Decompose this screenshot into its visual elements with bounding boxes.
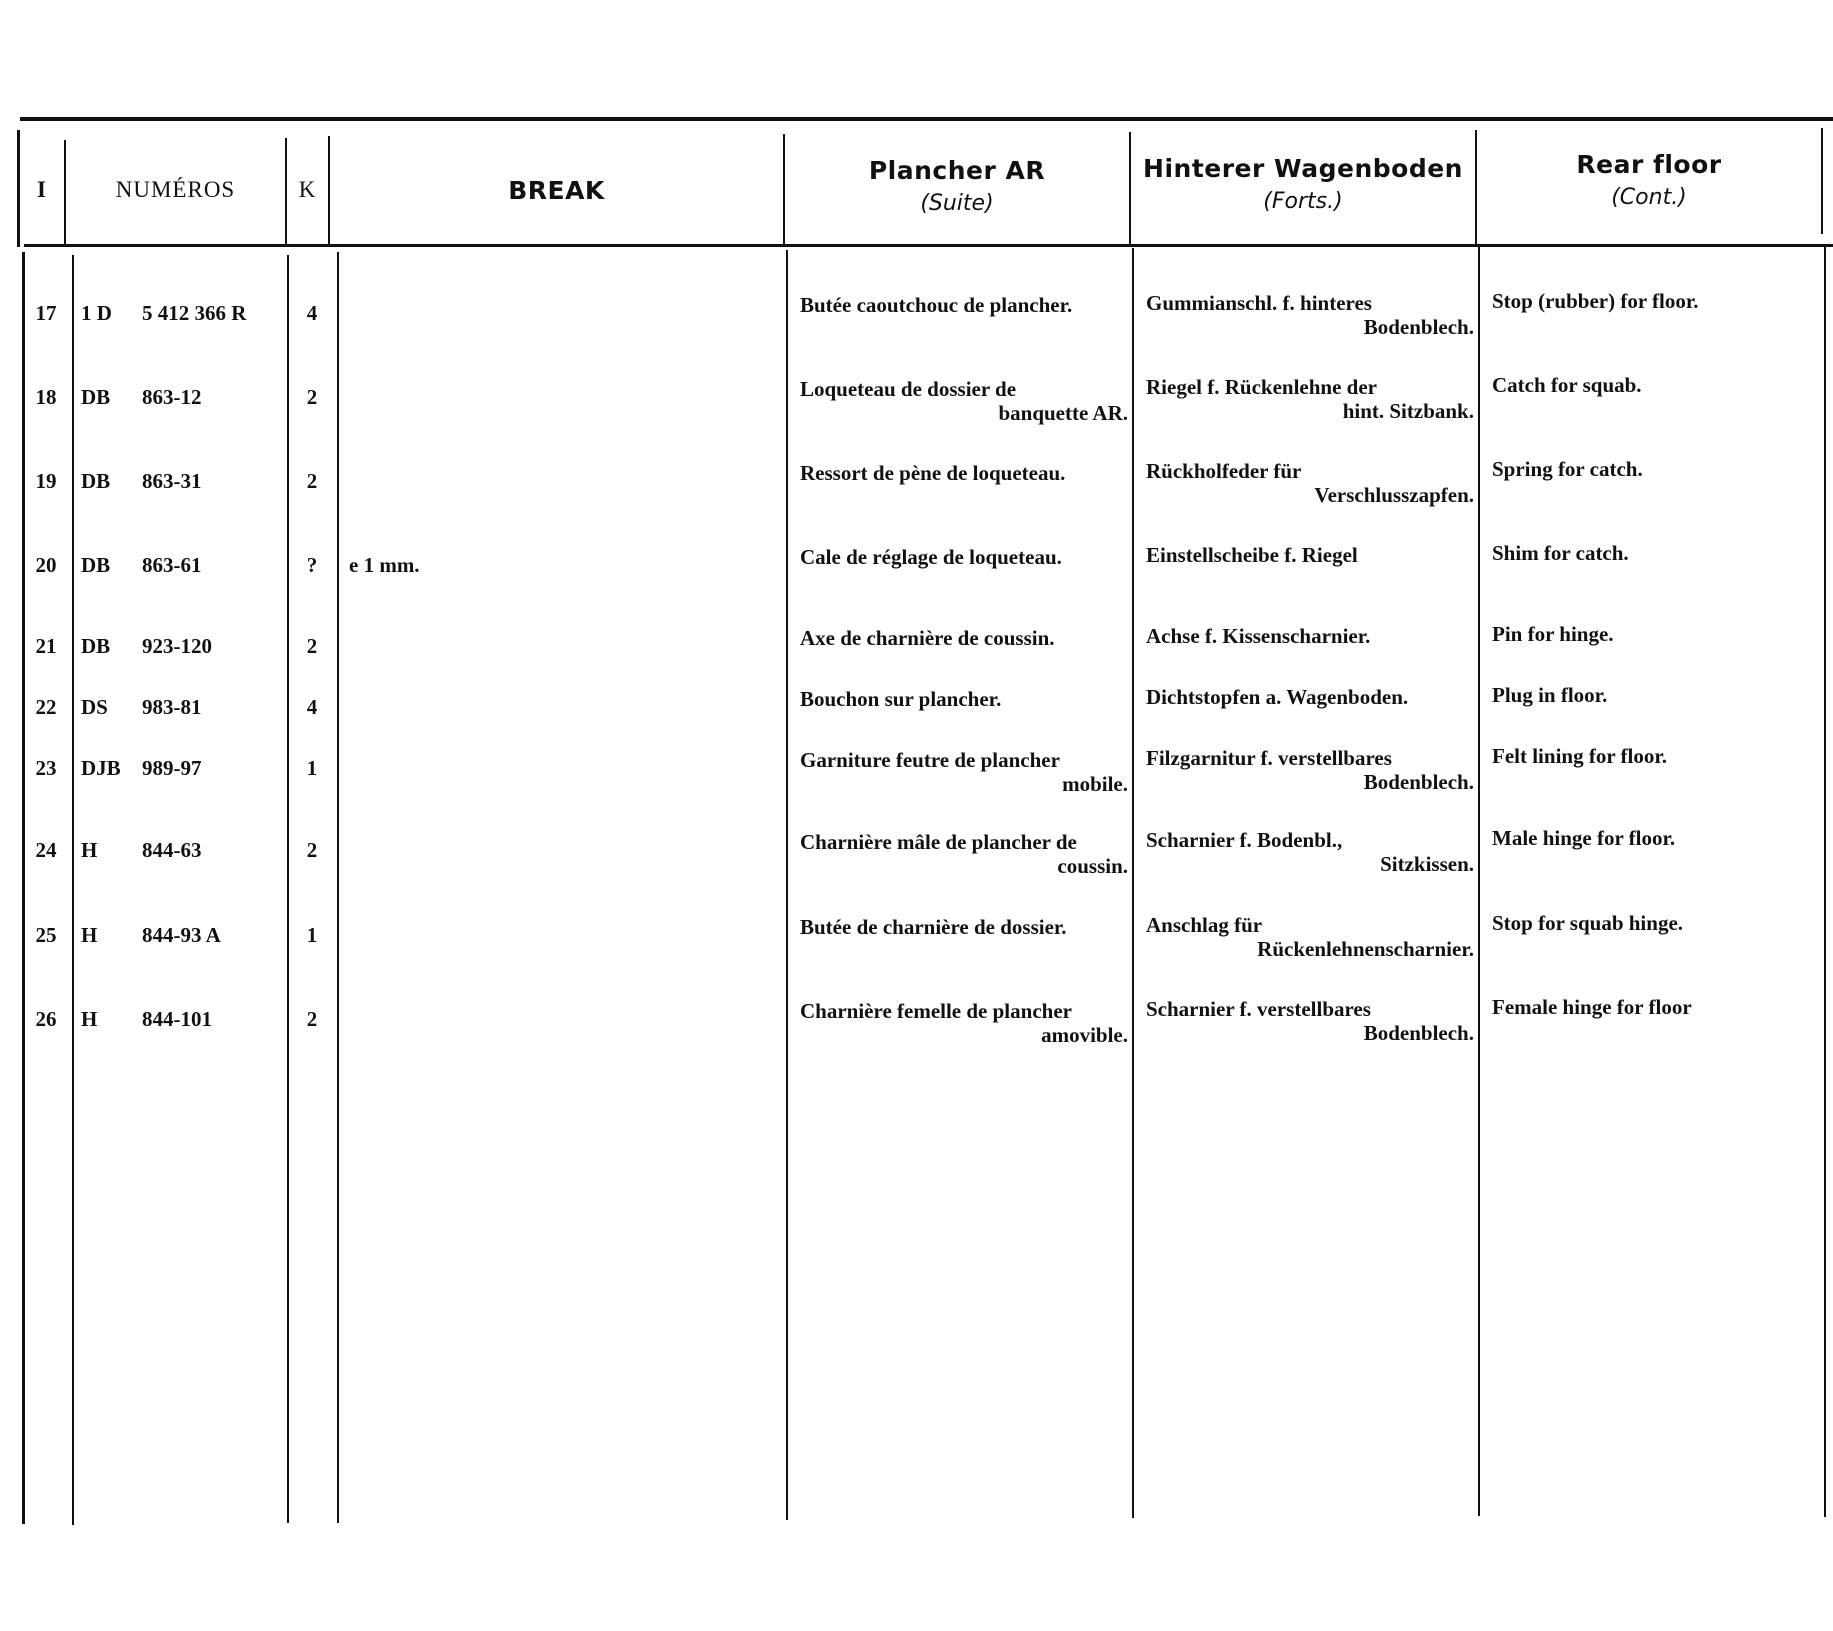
header-english (1477, 130, 1821, 230)
row-desc-french (800, 915, 1128, 939)
header-numbers (66, 140, 285, 240)
row-prefix: DJB (81, 756, 121, 780)
row-desc-german (1146, 543, 1474, 567)
row-note: e 1 mm. (349, 553, 420, 577)
row-index: 23 (35, 756, 57, 780)
row-desc-french-line1: Charnière mâle de plancher de (800, 830, 1077, 854)
row-number: 844-93 A (142, 923, 221, 947)
row-k: 4 (306, 301, 318, 325)
row-number: 5 412 366 R (142, 301, 247, 325)
row-desc-german-line2: Bodenblech. (1363, 770, 1474, 794)
row-prefix: DB (81, 385, 111, 409)
row-desc-french (800, 293, 1128, 317)
row-desc-french-line1: Bouchon sur plancher. (800, 687, 1002, 711)
row-desc-french-line1: Garniture feutre de plancher (800, 748, 1060, 772)
row-desc-german (1146, 828, 1474, 876)
row-desc-french (800, 999, 1128, 1047)
row-desc-english: Female hinge for floor (1492, 995, 1692, 1019)
header-bottom-rule (24, 244, 1833, 247)
header-french (785, 136, 1129, 236)
row-desc-german (1146, 913, 1474, 961)
col-rule-right-header (1821, 128, 1823, 234)
row-desc-german (1146, 685, 1474, 709)
row-desc-german-line1: Riegel f. Rückenlehne der (1146, 375, 1377, 399)
row-desc-german-line1: Dichtstopfen a. Wagenboden. (1146, 685, 1409, 709)
row-desc-english: Plug in floor. (1492, 683, 1608, 707)
row-index: 18 (35, 385, 57, 409)
row-prefix: DB (81, 553, 111, 577)
row-k: 2 (306, 469, 318, 493)
row-desc-german-line1: Anschlag für (1146, 913, 1263, 937)
col-rule-3-body (337, 252, 339, 1523)
row-prefix: H (81, 838, 98, 862)
row-desc-french-line2: amovible. (1041, 1023, 1128, 1047)
header-index (20, 140, 64, 240)
col-rule-right-body (1824, 244, 1826, 1517)
row-index: 22 (35, 695, 57, 719)
row-desc-english: Stop (rubber) for floor. (1492, 289, 1699, 313)
col-rule-1-body (72, 255, 74, 1525)
row-k: 4 (306, 695, 318, 719)
row-desc-french-line1: Cale de réglage de loqueteau. (800, 545, 1062, 569)
row-desc-german-line1: Einstellscheibe f. Riegel (1146, 543, 1358, 567)
row-index: 21 (35, 634, 57, 658)
row-k: 2 (306, 634, 318, 658)
header-german-subtitle: (Forts.) (1263, 189, 1343, 214)
row-number: 989-97 (142, 756, 202, 780)
row-number: 923-120 (142, 634, 212, 658)
row-desc-german-line2: Bodenblech. (1363, 315, 1474, 339)
row-desc-german-line2: Sitzkissen. (1380, 852, 1474, 876)
row-desc-english: Spring for catch. (1492, 457, 1643, 481)
row-desc-french-line2: banquette AR. (998, 401, 1128, 425)
header-german (1131, 134, 1475, 234)
row-k: ? (306, 553, 318, 577)
header-numbers-label: NUMÉROS (115, 177, 236, 202)
row-desc-french (800, 545, 1128, 569)
header-french-subtitle: (Suite) (920, 191, 994, 216)
row-prefix: H (81, 1007, 98, 1031)
row-desc-french (800, 748, 1128, 796)
row-index: 25 (35, 923, 57, 947)
row-desc-german-line1: Rückholfeder für (1146, 459, 1302, 483)
col-rule-4-body (786, 250, 788, 1520)
row-k: 2 (306, 1007, 318, 1031)
row-desc-french-line2: mobile. (1062, 772, 1128, 796)
row-desc-german-line1: Scharnier f. Bodenbl., (1146, 828, 1343, 852)
header-german-title: Hinterer Wagenboden (1143, 154, 1463, 183)
header-english-title: Rear floor (1576, 150, 1722, 179)
row-prefix: H (81, 923, 98, 947)
row-desc-german (1146, 997, 1474, 1045)
header-k (287, 140, 328, 240)
row-desc-german-line2: Rückenlehnenscharnier. (1257, 937, 1474, 961)
row-prefix: 1 D (81, 301, 112, 325)
row-desc-french-line1: Charnière femelle de plancher (800, 999, 1072, 1023)
table-top-rule (20, 117, 1833, 121)
row-number: 983-81 (142, 695, 202, 719)
row-desc-german-line1: Filzgarnitur f. verstellbares (1146, 746, 1392, 770)
row-desc-german (1146, 459, 1474, 507)
row-desc-english: Shim for catch. (1492, 541, 1629, 565)
row-desc-french-line2: coussin. (1057, 854, 1128, 878)
row-desc-french (800, 626, 1128, 650)
row-k: 2 (306, 385, 318, 409)
row-index: 17 (35, 301, 57, 325)
row-desc-english: Stop for squab hinge. (1492, 911, 1684, 935)
header-index-label: I (37, 177, 47, 202)
row-number: 863-31 (142, 469, 202, 493)
row-k: 1 (306, 756, 318, 780)
col-rule-6-body (1478, 246, 1480, 1516)
row-desc-french (800, 377, 1128, 425)
row-desc-french (800, 461, 1128, 485)
row-desc-german-line1: Gummianschl. f. hinteres (1146, 291, 1372, 315)
row-desc-french (800, 830, 1128, 878)
row-desc-french-line1: Butée de charnière de dossier. (800, 915, 1067, 939)
row-number: 844-101 (142, 1007, 212, 1031)
row-desc-french-line1: Axe de charnière de coussin. (800, 626, 1055, 650)
header-french-title: Plancher AR (868, 156, 1046, 185)
row-desc-english: Male hinge for floor. (1492, 826, 1676, 850)
row-desc-french-line1: Loqueteau de dossier de (800, 377, 1017, 401)
row-number: 863-61 (142, 553, 202, 577)
row-k: 2 (306, 838, 318, 862)
col-rule-5-body (1132, 248, 1134, 1518)
row-prefix: DB (81, 634, 111, 658)
row-desc-french (800, 687, 1128, 711)
row-number: 863-12 (142, 385, 202, 409)
row-desc-english: Pin for hinge. (1492, 622, 1614, 646)
row-desc-french-line1: Butée caoutchouc de plancher. (800, 293, 1073, 317)
row-desc-french-line1: Ressort de pène de loqueteau. (800, 461, 1066, 485)
row-desc-german-line2: Bodenblech. (1363, 1021, 1474, 1045)
row-desc-english: Catch for squab. (1492, 373, 1642, 397)
header-model (330, 140, 783, 240)
header-english-subtitle: (Cont.) (1611, 185, 1687, 210)
header-model-label: BREAK (508, 175, 605, 205)
row-index: 26 (35, 1007, 57, 1031)
row-index: 24 (35, 838, 57, 862)
row-desc-german (1146, 746, 1474, 794)
row-prefix: DS (81, 695, 108, 719)
row-desc-german-line2: Verschlusszapfen. (1314, 483, 1474, 507)
col-rule-2-body (287, 255, 289, 1523)
row-index: 19 (35, 469, 57, 493)
row-desc-german (1146, 375, 1474, 423)
row-desc-english: Felt lining for floor. (1492, 744, 1667, 768)
row-desc-german (1146, 291, 1474, 339)
header-k-label: K (298, 177, 317, 202)
row-desc-german-line2: hint. Sitzbank. (1342, 399, 1474, 423)
row-desc-german (1146, 624, 1474, 648)
row-desc-german-line1: Scharnier f. verstellbares (1146, 997, 1371, 1021)
row-index: 20 (35, 553, 57, 577)
row-number: 844-63 (142, 838, 202, 862)
row-desc-german-line1: Achse f. Kissenscharnier. (1146, 624, 1371, 648)
row-prefix: DB (81, 469, 111, 493)
col-rule-left-body (22, 252, 25, 1524)
row-k: 1 (306, 923, 318, 947)
